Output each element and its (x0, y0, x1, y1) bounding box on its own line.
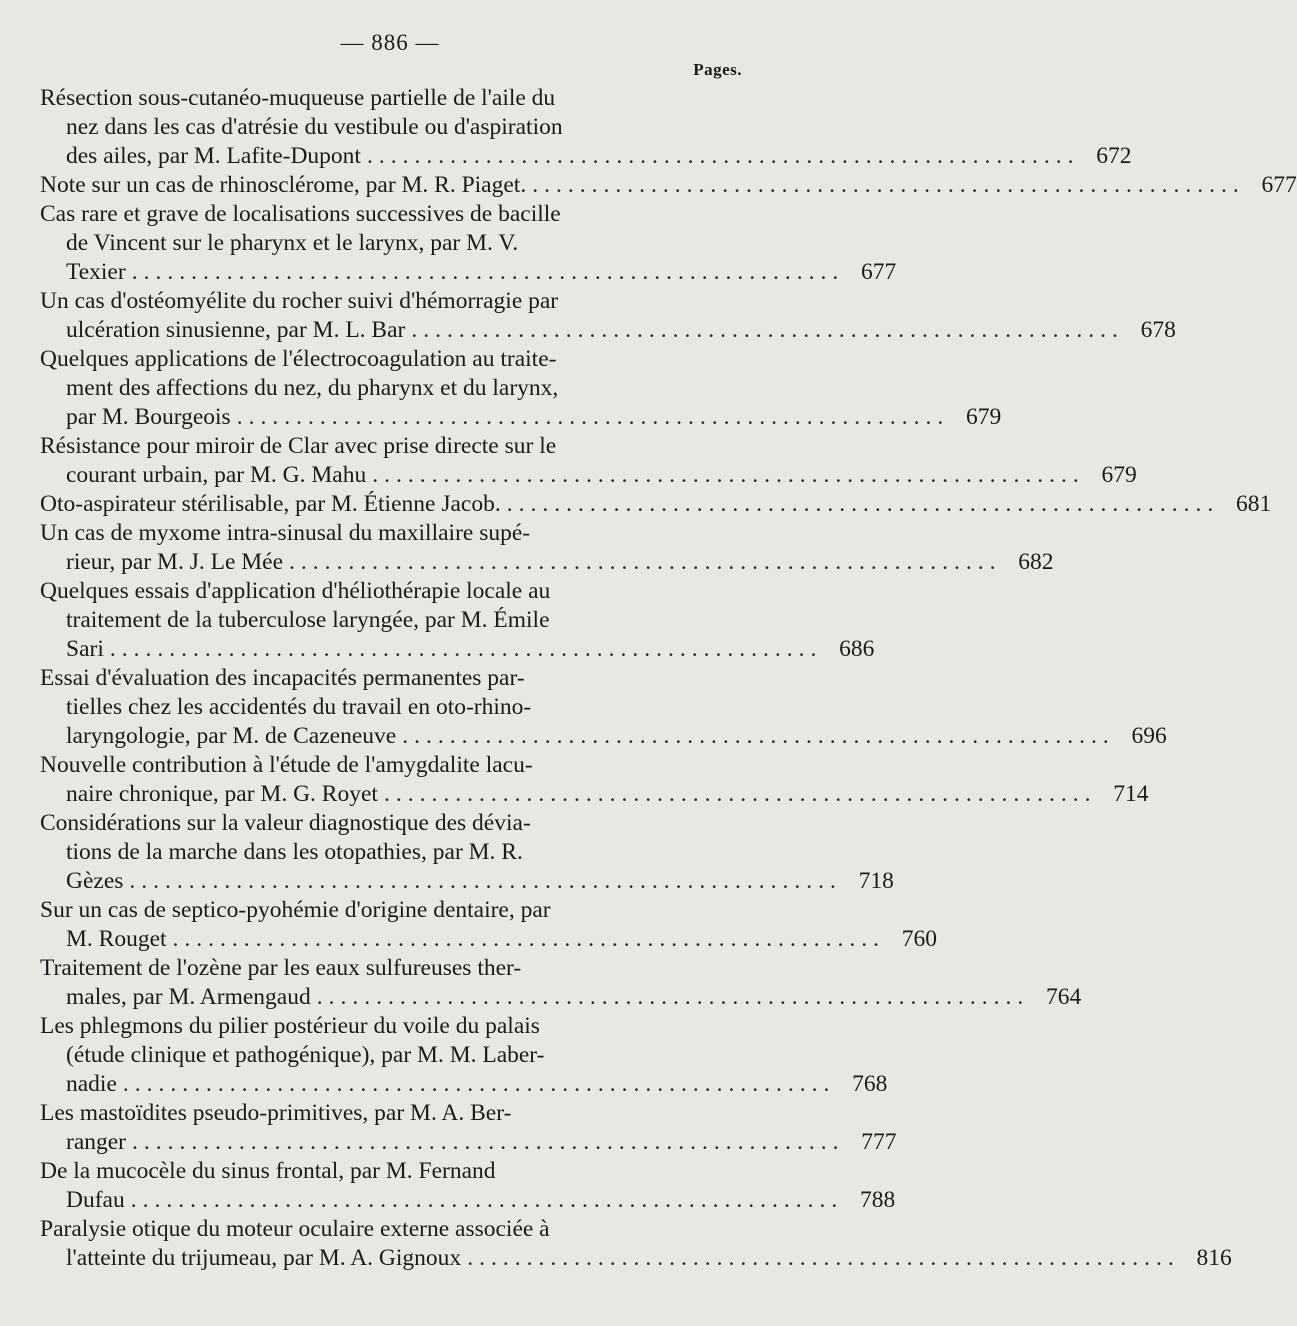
toc-entry (40, 345, 1002, 432)
toc-entry-line: Traitement de l'ozène par les eaux sulfureuses ther- (40, 955, 522, 981)
toc-entry-page: 718 (858, 868, 894, 894)
toc-entry (40, 519, 1054, 577)
toc-entry-line: (étude clinique et pathogénique), par M. M. Laber- (66, 1042, 545, 1068)
dot-leader: ............................................................ (289, 549, 1002, 575)
toc-entry (40, 287, 1176, 345)
toc-entry-page: 686 (839, 636, 875, 662)
toc-entry-title-end: Dufau (66, 1187, 125, 1213)
toc-entry-title-end: ulcération sinusienne, par M. L. Bar (66, 317, 406, 343)
toc-entry-line: Nouvelle contribution à l'étude de l'amygdalite lacu- (40, 752, 533, 778)
pages-column-label: Pages. (693, 60, 742, 79)
toc-entry-line: Quelques essais d'application d'héliothérapie locale au (40, 578, 551, 604)
toc-entry-line: tions de la marche dans les otopathies, par M. R. (66, 839, 523, 865)
toc-entry (40, 84, 1132, 171)
toc-entry-last-line (40, 635, 875, 664)
toc-entry (40, 954, 1082, 1012)
toc-entry (40, 751, 1149, 809)
toc-entry-page: 679 (965, 404, 1002, 430)
dot-leader: ............................................................ (130, 1187, 844, 1213)
dot-leader: ............................................................ (236, 404, 950, 430)
toc-entry (40, 490, 1272, 519)
toc-entry-page: 768 (852, 1071, 888, 1097)
toc-entry-line: Les mastoïdites pseudo-primitives, par M. A. Ber- (40, 1100, 512, 1126)
toc-entry-page: 682 (1018, 549, 1054, 575)
toc-entry-page: 677 (1261, 172, 1297, 198)
toc-entry-line: Un cas d'ostéomyélite du rocher suivi d'hémorragie par (40, 288, 559, 314)
toc-entry-last-line (40, 171, 1297, 200)
toc-entry-line: nez dans les cas d'atrésie du vestibule ou d'aspiration (66, 114, 563, 140)
toc-entry-last-line (40, 490, 1272, 519)
table-of-contents (40, 84, 1297, 1273)
toc-entry-last-line (40, 1070, 888, 1099)
toc-entry-title-end: ranger (66, 1129, 127, 1155)
toc-entry-title-end: laryngologie, par M. de Cazeneuve (66, 723, 397, 749)
toc-entry-last-line (40, 1244, 1232, 1273)
toc-entry-title-end: Sari (66, 636, 104, 662)
toc-entry-title-end: l'atteinte du trijumeau, par M. A. Gignoux (66, 1245, 462, 1271)
toc-entry-title-end: Oto-aspirateur stérilisable, par M. Étienne Jacob. (40, 491, 501, 517)
toc-entry-last-line (40, 403, 1002, 432)
dot-leader: ............................................................ (172, 926, 886, 952)
toc-entry-line: De la mucocèle du sinus frontal, par M. Fernand (40, 1158, 496, 1184)
toc-entry-line: Cas rare et grave de localisations successives de bacille (40, 201, 561, 227)
toc-entry-line: Un cas de myxome intra-sinusal du maxillaire supé- (40, 520, 531, 546)
dot-leader: ............................................................ (402, 723, 1115, 749)
toc-entry-last-line (40, 142, 1132, 171)
toc-entry-title-end: naire chronique, par M. G. Royet (66, 781, 378, 807)
toc-entry-line: Résistance pour miroir de Clar avec prise directe sur le (40, 433, 557, 459)
toc-entry-last-line (40, 780, 1149, 809)
toc-entry-last-line (40, 548, 1054, 577)
dot-leader: ............................................................ (506, 491, 1220, 517)
toc-entry-line: ment des affections du nez, du pharynx et du larynx, (66, 375, 559, 401)
toc-entry (40, 200, 897, 287)
toc-entry-last-line (40, 983, 1082, 1012)
toc-entry-title-end: nadie (66, 1071, 117, 1097)
toc-entry-line: Essai d'évaluation des incapacités permanentes par- (40, 665, 525, 691)
toc-entry-last-line (40, 316, 1176, 345)
toc-entry-line: Sur un cas de septico-pyohémie d'origine dentaire, par (40, 897, 551, 923)
toc-entry-title-end: M. Rouget (66, 926, 167, 952)
dot-leader: ............................................................ (316, 984, 1030, 1010)
toc-entry-page: 679 (1101, 462, 1137, 488)
toc-entry-line: traitement de la tuberculose laryngée, par M. Émile (66, 607, 550, 633)
toc-entry-line: Les phlegmons du pilier postérieur du voile du palais (40, 1013, 540, 1039)
toc-entry-title-end: rieur, par M. J. Le Mée (66, 549, 284, 575)
dot-leader: ............................................................ (532, 172, 1245, 198)
toc-entry-last-line (40, 925, 938, 954)
toc-entry-last-line (40, 1186, 896, 1215)
toc-entry-page: 714 (1113, 781, 1149, 807)
toc-entry-page: 678 (1140, 317, 1176, 343)
toc-entry (40, 577, 875, 664)
dot-leader: ............................................................ (131, 259, 845, 285)
toc-entry (40, 1215, 1232, 1273)
dot-leader: ............................................................ (467, 1245, 1180, 1271)
toc-entry-last-line (40, 461, 1137, 490)
toc-entry-title-end: courant urbain, par M. G. Mahu (66, 462, 367, 488)
toc-entry-page: 816 (1196, 1245, 1232, 1271)
toc-entry (40, 1099, 897, 1157)
toc-entry (40, 809, 894, 896)
dot-leader: ............................................................ (372, 462, 1085, 488)
toc-entry (40, 171, 1297, 200)
page-number: — 886 — (340, 30, 440, 55)
toc-entry-page: 677 (860, 259, 897, 285)
toc-entry (40, 432, 1137, 490)
dot-leader: ............................................................ (366, 143, 1080, 169)
toc-entry-line: Considérations sur la valeur diagnostique des dévia- (40, 810, 531, 836)
dot-leader: ............................................................ (132, 1129, 845, 1155)
toc-entry-line: Résection sous-cutanéo-muqueuse partielle de l'aile du (40, 85, 556, 111)
toc-entry-page: 696 (1131, 723, 1167, 749)
toc-entry (40, 1157, 896, 1215)
toc-entry-page: 764 (1045, 984, 1082, 1010)
dot-leader: ............................................................ (383, 781, 1097, 807)
toc-entry-line: Paralysie otique du moteur oculaire externe associée à (40, 1216, 550, 1242)
toc-entry-last-line (40, 1128, 897, 1157)
toc-entry-line: Quelques applications de l'électrocoagulation au traite- (40, 346, 557, 372)
toc-entry (40, 896, 938, 954)
toc-entry-last-line (40, 722, 1167, 751)
toc-entry-page: 777 (861, 1129, 897, 1155)
toc-entry-title-end: des ailes, par M. Lafite-Dupont (66, 143, 361, 169)
toc-entry-title-end: par M. Bourgeois (66, 404, 231, 430)
toc-entry-title-end: Gèzes (66, 868, 124, 894)
dot-leader: ............................................................ (129, 868, 842, 894)
toc-entry-page: 672 (1096, 143, 1132, 169)
toc-entry-page: 788 (859, 1187, 896, 1213)
dot-leader: ............................................................ (122, 1071, 836, 1097)
dot-leader: ............................................................ (109, 636, 823, 662)
toc-entry-page: 681 (1235, 491, 1272, 517)
toc-entry-line: tielles chez les accidentés du travail en oto-rhino- (66, 694, 532, 720)
toc-entry-page: 760 (901, 926, 938, 952)
dot-leader: ............................................................ (411, 317, 1124, 343)
toc-entry-last-line (40, 867, 894, 896)
toc-entry (40, 1012, 888, 1099)
toc-entry-line: de Vincent sur le pharynx et le larynx, par M. V. (66, 230, 519, 256)
toc-entry (40, 664, 1167, 751)
toc-entry-title-end: Texier (66, 259, 126, 285)
toc-entry-title-end: males, par M. Armengaud (66, 984, 311, 1010)
toc-entry-last-line (40, 258, 897, 287)
toc-entry-title-end: Note sur un cas de rhinosclérome, par M. R. Piaget. (40, 172, 527, 198)
